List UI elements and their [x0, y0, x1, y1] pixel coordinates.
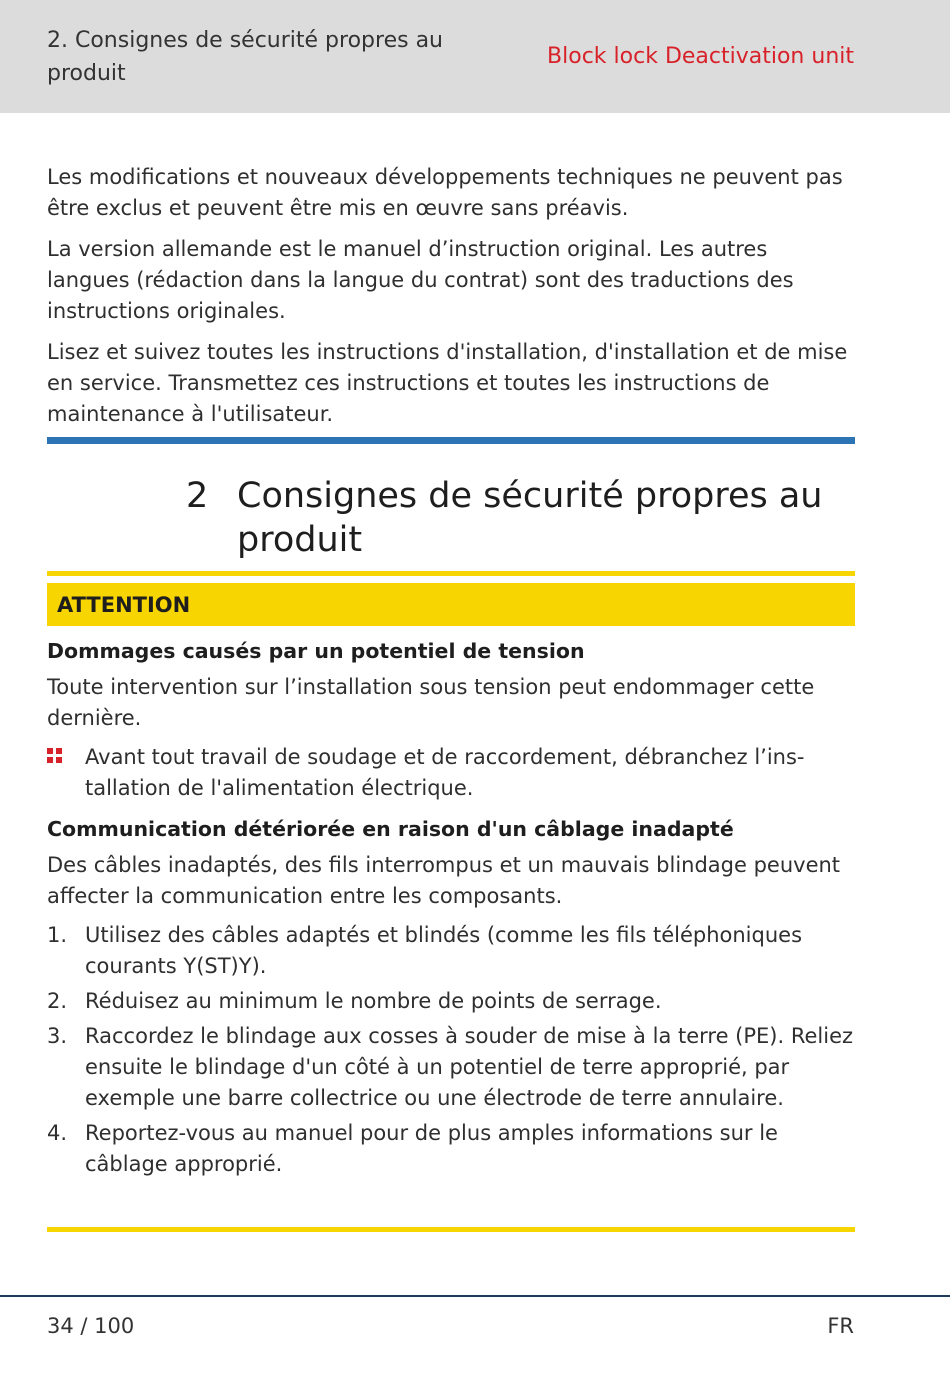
list-item: [47, 920, 855, 982]
footer-divider: [0, 1295, 950, 1297]
intro-paragraph: Lisez et suivez toutes les instructions d'installation, d'installation et de mise en service. Transmettez ces instructions et toutes les instructions de maintenance à l'utilisateur.: [47, 340, 848, 426]
list-item: [47, 1118, 855, 1180]
list-item: [47, 986, 855, 1017]
step-number: 3.: [47, 1024, 68, 1048]
step-text: Reportez-vous au manuel pour de plus amples informations sur le câblage approprié.: [85, 1121, 778, 1176]
step-text: Utilisez des câbles adaptés et blindés (comme les fils téléphoniques courants Y(ST)Y).: [85, 923, 803, 978]
header-product-name: Block lock Deactivation unit: [547, 44, 854, 69]
warning-label: ATTENTION: [57, 592, 191, 617]
step-text: Raccordez le blindage aux cosses à souder de mise à la terre (PE). Reliez ensuite le blindage d'un côté à un potentiel de terre approprié, par exemple une barre collectrice ou une électrode de terre annulaire.: [85, 1024, 854, 1110]
warning-body: [47, 636, 855, 1184]
section-divider: [47, 437, 855, 444]
warning-bottom-rule: [47, 1227, 855, 1232]
chapter-number: 2: [186, 476, 209, 516]
hazard-action-text: Avant tout travail de soudage et de raccordement, débranchez l’installation de l'alimentation électrique.: [85, 745, 805, 800]
step-number: 4.: [47, 1121, 68, 1145]
warning-top-rule: [47, 571, 855, 576]
chapter-heading: [186, 474, 866, 562]
step-number: 2.: [47, 989, 68, 1013]
page-header: [0, 0, 950, 113]
hazard-action: [47, 742, 855, 804]
hazard-description: Toute intervention sur l’installation sous tension peut endommager cette dernière.: [47, 675, 815, 730]
page-number: 34 / 100: [47, 1314, 135, 1338]
hazard-heading: Communication détériorée en raison d'un câblage inadapté: [47, 817, 734, 841]
intro-text: [47, 162, 855, 440]
language-code: FR: [827, 1314, 854, 1338]
warning-banner: [47, 583, 855, 626]
hazard-steps: [47, 920, 855, 1180]
step-number: 1.: [47, 923, 68, 947]
action-bullet-icon: [47, 742, 85, 804]
hazard-heading: Dommages causés par un potentiel de tension: [47, 639, 585, 663]
intro-paragraph: Les modifications et nouveaux développements techniques ne peuvent pas être exclus et peuvent être mis en œuvre sans préavis.: [47, 165, 843, 220]
chapter-title: Consignes de sécurité propres au produit: [237, 476, 823, 560]
header-section-title: 2. Consignes de sécurité propres au produit: [47, 28, 443, 86]
hazard-description: Des câbles inadaptés, des fils interrompus et un mauvais blindage peuvent affecter la communication entre les composants.: [47, 853, 841, 908]
list-item: [47, 1021, 855, 1114]
intro-paragraph: La version allemande est le manuel d’instruction original. Les autres langues (rédaction dans la langue du contrat) sont des traductions des instructions originales.: [47, 237, 794, 323]
step-text: Réduisez au minimum le nombre de points de serrage.: [85, 989, 662, 1013]
